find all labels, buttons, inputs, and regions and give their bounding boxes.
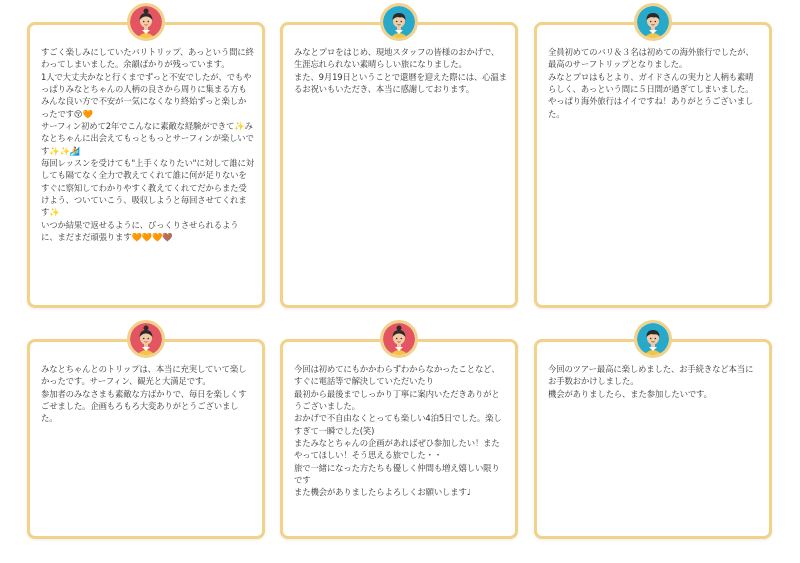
testimonial-text: 今回は初めてにもかかわらずわからなかったことなど、すぐに電話等で解決していただいたり 最初から最後までしっかり丁寧に案内いただきありがとうございました。 おかげで不自由なくとっても楽しい4泊5日でした。楽しすぎて一瞬でした(笑) またみなとちゃんの企画があればぜひ参加したい！またやってほしい！そう思える旅でした・・ 旅で一緒になった方たちも優しく仲間も増え嬉しい限りです また機会がありましたらよろしくお願いします♩ bbox=[294, 364, 502, 498]
female-avatar-icon bbox=[380, 320, 418, 358]
testimonial-card bbox=[280, 22, 518, 308]
testimonial-card bbox=[27, 339, 265, 539]
male-avatar-icon bbox=[634, 320, 672, 358]
testimonial-text: みなとちゃんとのトリップは、本当に充実していて楽しかったです。サーフィン、観光と大満足です。 参加者のみなさまも素敵な方ばかりで、毎日を楽しくすごせました。企画もろもろ大変ありがとうございました。 bbox=[41, 364, 247, 424]
testimonial-text: 全員初めてのバリ＆３名は初めての海外旅行でしたが、最高のサーフトリップとなりました。 みなとプロはもとより、ガイドさんの実力と人柄も素晴らしく、あっという間に５日間が過ぎてしまいました。 やっぱり海外旅行はイイですね！ありがとうございました。 bbox=[548, 47, 754, 119]
testimonial-card bbox=[27, 22, 265, 308]
female-avatar-icon bbox=[127, 3, 165, 41]
male-avatar-icon bbox=[380, 3, 418, 41]
testimonial-card bbox=[534, 22, 772, 308]
testimonial-card bbox=[534, 339, 772, 539]
testimonial-text: みなとプロをはじめ、現地スタッフの皆様のおかげで、生涯忘れられない素晴らしい旅になりました。 また、9月19日ということで還暦を迎えた際には、心温まるお祝いもいただき、本当に感謝しております。 bbox=[294, 47, 507, 95]
testimonial-card bbox=[280, 339, 518, 539]
male-avatar-icon bbox=[634, 3, 672, 41]
testimonial-text: すごく楽しみにしていたバリトリップ、あっという間に終わってしまいました。余韻ばかりが残っています。 1人で大丈夫かなと行くまでずっと不安でしたが、でもやっぱりみなとちゃんの人柄の良さから周りに集まる方もみんな良い方で不安が一気になくなり終始ずっと楽しかったです😚🧡 サーフィン初めて2年でこんなに素敵な経験ができて✨みなとちゃんに出会えてもっともっとサーフィンが楽しいです✨✨🏄 毎回レッスンを受けても"上手くなりたい"に対して誰に対しても隔てなく全力で教えてくれて誰に何が足りないをすぐに察知してわかりやすく教えてくれてだからまた受けよう、ついていこう、吸収しようと毎回させてくれます✨ いつか結果で返せるように、びっくりさせられるように、まだまだ頑張ります🧡🧡🧡🤎 bbox=[41, 47, 254, 243]
female-avatar-icon bbox=[127, 320, 165, 358]
testimonial-text: 今回のツアー最高に楽しめました、お手続きなど本当にお手数おかけしました。 機会がありましたら、また参加したいです。 bbox=[548, 364, 754, 399]
